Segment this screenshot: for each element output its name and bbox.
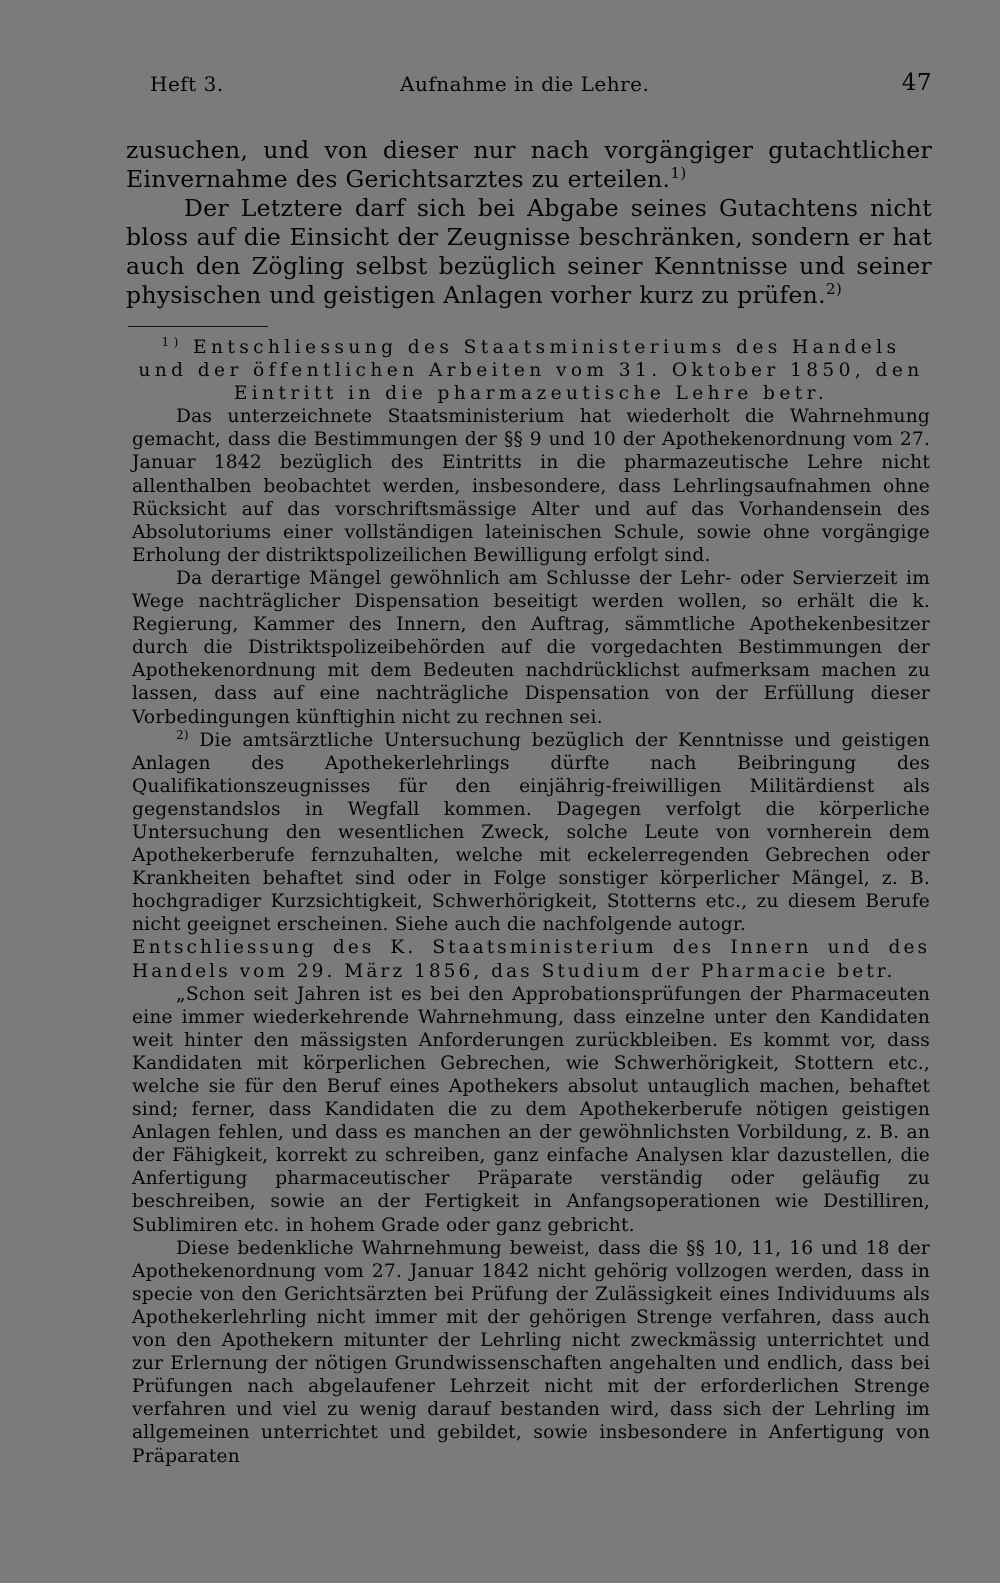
footnote-2-quote: „Schon seit Jahren ist es bei den Approbationsprüfungen der Pharmaceuten eine immer wiederkehrende Wahrnehmung, dass einzelne unter den Kandidaten weit hinter den mässigsten Anforderungen zurückbleiben. Es kommt vor, dass Kandidaten mit körperlichen Gebrechen, wie Schwerhörigkeit, Stottern etc., welche sie für den Beruf eines Apothekers absolut untauglich machen, behaftet sind; ferner, dass Kandidaten die zu dem Apothekerberufe nötigen geistigen Anlagen fehlen, und dass es manchen an der gewöhnlichsten Vorbildung, z. B. an der Fähigkeit, korrekt zu schreiben, ganz einfache Analysen klar dazustellen, die Anfertigung pharmaceutischer Präparate verständig oder geläufig zu beschreiben, sowie an der Fertigkeit in Anfangsoperationen wie Destilliren, Sublimiren etc. in hohem Grade oder ganz gebricht. bbox=[132, 983, 930, 1236]
main-paragraph-2 bbox=[126, 194, 932, 310]
footnote-1-marker: 1) bbox=[161, 334, 183, 349]
footnote-1-heading bbox=[132, 336, 930, 405]
chapter-title: Aufnahme in die Lehre. bbox=[400, 72, 650, 96]
page-number: 47 bbox=[901, 70, 932, 96]
main-paragraph-1-text: zusuchen, und von dieser nur nach vorgängiger gutachtlicher Einvernahme des Gerichtsarztes zu erteilen. bbox=[126, 136, 932, 193]
footnote-2-paragraph-3: Diese bedenkliche Wahrnehmung beweist, dass die §§ 10, 11, 16 und 18 der Apothekenordnung vom 27. Januar 1842 nicht gehörig vollzogen werden, dass in specie von den Gerichtsärzten bei Prüfung der Zulässigkeit eines Individuums als Apothekerlehrling nicht immer mit der gehörigen Strenge verfahren, dass auch von den Apothekern mitunter der Lehrling nicht zweckmässig unterrichtet und zur Erlernung der nötigen Grundwissenschaften angehalten und endlich, dass bei Prüfungen nach abgelaufener Lehrzeit nicht mit der erforderlichen Strenge verfahren und viel zu wenig darauf bestanden wird, dass sich der Lehrling im allgemeinen unterrichtet und gebildet, sowie insbesondere in Anfertigung von Präparaten bbox=[132, 1237, 930, 1467]
footnote-2-text: Die amtsärztliche Untersuchung bezüglich der Kenntnisse und geistigen Anlagen des Apothekerlehrlings dürfte nach Beibringung des Qualifikationszeugnisses für den einjährig-freiwilligen Militärdienst als gegenstandslos in Wegfall kommen. Dagegen verfolgt die körperliche Untersuchung den wesentlichen Zweck, solche Leute von vornherein dem Apothekerberufe fernzuhalten, welche mit eckelerregenden Gebrechen oder Krankheiten behaftet sind oder in Folge sonstiger körperlicher Mängel, z. B. hochgradiger Kurzsichtigkeit, Schwerhörigkeit, Stotterns etc., zu diesem Berufe nicht geeignet erscheinen. Siehe auch die nachfolgende autogr. bbox=[132, 729, 930, 936]
footnote-divider bbox=[128, 326, 268, 327]
footnote-1-paragraph-1: Das unterzeichnete Staatsministerium hat wiederholt die Wahrnehmung gemacht, dass die Bestimmungen der §§ 9 und 10 der Apothekenordnung vom 27. Januar 1842 bezüglich des Eintritts in die pharmazeutische Lehre nicht allenthalben beobachtet werden, insbesondere, dass Lehrlingsaufnahmen ohne Rücksicht auf das vorschriftsmässige Alter und auf das Vorhandensein des Absolutoriums einer vollständigen lateinischen Schule, sowie ohne vorgängige Erholung der distriktspolizeilichen Bewilligung erfolgt sind. bbox=[132, 406, 930, 566]
footnote-1-title: Entschliessung des Staatsministeriums des Handels und der öffentlichen Arbeiten vom 31. Oktober 1850, den Eintritt in die pharmazeutische Lehre betr. bbox=[138, 337, 924, 405]
footnotes bbox=[132, 336, 930, 1468]
footnote-ref-2: 2) bbox=[825, 280, 843, 299]
main-paragraph-1 bbox=[126, 136, 932, 194]
footnote-2-marker: 2) bbox=[176, 727, 189, 742]
main-paragraph-2-text: Der Letztere darf sich bei Abgabe seines Gutachtens nicht bloss auf die Einsicht der Zeugnisse beschränken, sondern er hat auch den Zögling selbst bezüglich seiner Kenntnisse und seiner physischen und geistigen Anlagen vorher kurz zu prüfen. bbox=[126, 194, 932, 309]
footnote-ref-1: 1) bbox=[670, 164, 687, 183]
main-text bbox=[126, 136, 932, 310]
footnote-2-heading: Entschliessung des K. Staatsministerium des Innern und des Handels vom 29. März 1856, das Studium der Pharmacie betr. bbox=[132, 937, 930, 982]
footnote-1-paragraph-2: Da derartige Mängel gewöhnlich am Schlusse der Lehr- oder Servierzeit im Wege nachträglicher Dispensation beseitigt werden wollen, so erhält die k. Regierung, Kammer des Innern, den Auftrag, sämmtliche Apothekenbesitzer durch die Distriktspolizeibehörden auf die vorgedachten Bestimmungen der Apothekenordnung mit dem Bedeuten nachdrücklichst aufmerksam machen zu lassen, dass auf eine nachträgliche Dispensation von der Erfüllung dieser Vorbedingungen künftighin nicht zu rechnen sei. bbox=[132, 567, 930, 728]
footnote-2-paragraph-1 bbox=[132, 729, 930, 937]
issue-label: Heft 3. bbox=[150, 72, 224, 96]
